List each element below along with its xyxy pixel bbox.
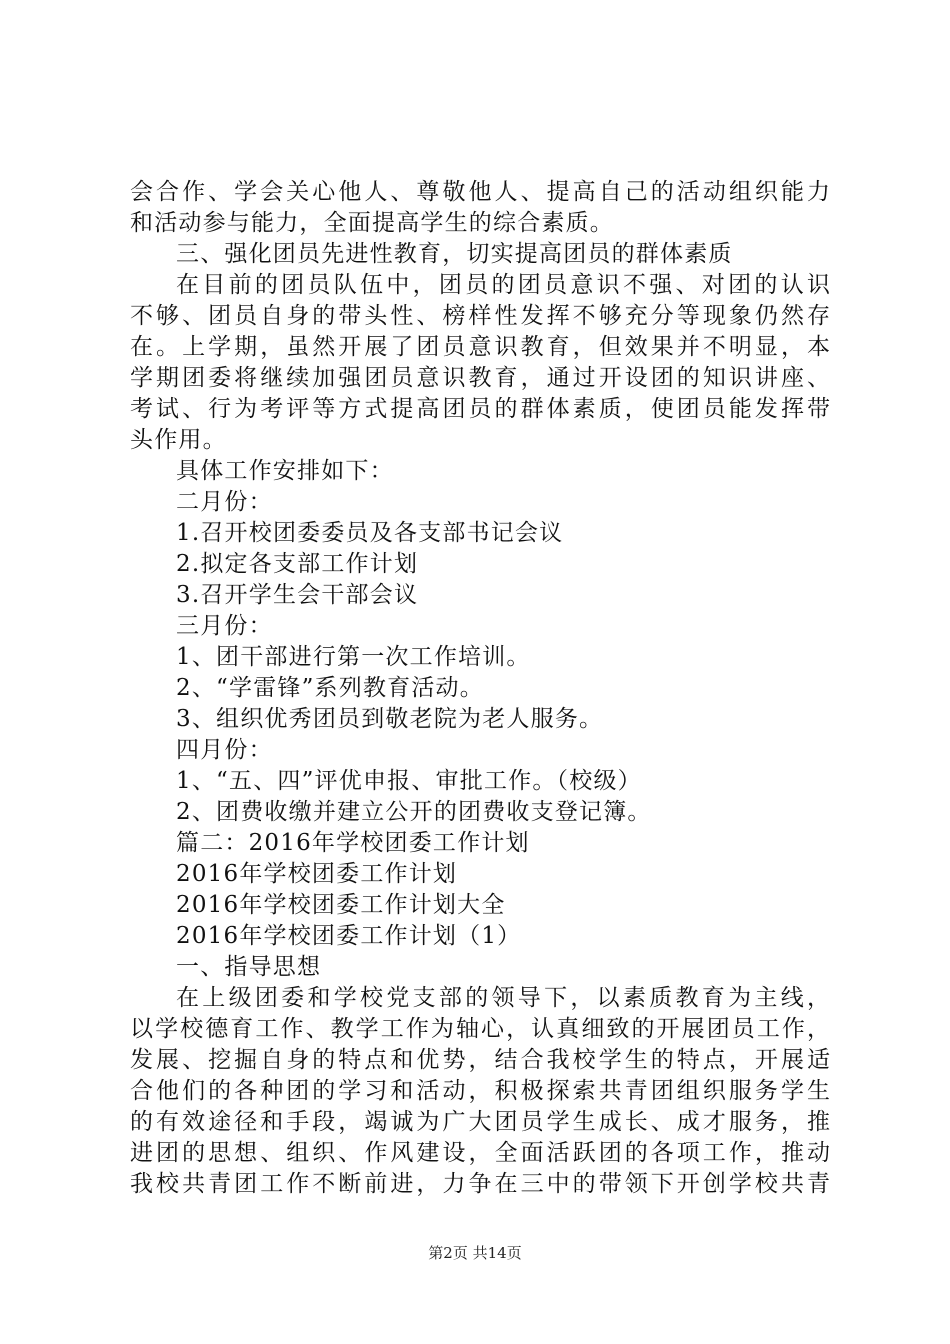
list-item: 1、“五、四”评优申报、审批工作。（校级） [176, 768, 642, 794]
text-line: 学期团委将继续加强团员意识教育，通过开设团的知识讲座、 [130, 365, 830, 391]
chapter-heading: 篇二：2016年学校团委工作计划 [176, 830, 530, 856]
list-item: 1、团干部进行第一次工作培训。 [176, 644, 531, 670]
month-heading: 四月份： [176, 737, 273, 763]
month-heading: 二月份： [176, 489, 273, 515]
text-line: 头作用。 [130, 427, 227, 453]
list-item: 3、组织优秀团员到敬老院为老人服务。 [176, 706, 604, 732]
title-line: 2016年学校团委工作计划（1） [176, 923, 522, 949]
section-heading: 一、指导思想 [176, 954, 322, 980]
text-line: 进团的思想、组织、作风建设，全面活跃团的各项工作，推动 [130, 1140, 830, 1166]
list-item: 1.召开校团委委员及各支部书记会议 [176, 520, 564, 546]
list-item: 2、“学雷锋”系列教育活动。 [176, 675, 484, 701]
list-item: 2.拟定各支部工作计划 [176, 551, 419, 577]
body-text [130, 177, 830, 1200]
text-line: 以学校德育工作、教学工作为轴心，认真细致的开展团员工作， [130, 1016, 830, 1042]
title-line: 2016年学校团委工作计划大全 [176, 892, 506, 918]
text-line: 和活动参与能力，全面提高学生的综合素质。 [130, 210, 614, 236]
month-heading: 三月份： [176, 613, 273, 639]
page-number: 第2页 共14页 [428, 1244, 522, 1262]
text-line: 在。上学期，虽然开展了团员意识教育，但效果并不明显，本 [130, 334, 830, 360]
text-line: 不够、团员自身的带头性、榜样性发挥不够充分等现象仍然存 [130, 303, 830, 329]
text-line: 发展、挖掘自身的特点和优势，结合我校学生的特点，开展适 [130, 1047, 830, 1073]
text-line: 在目前的团员队伍中，团员的团员意识不强、对团的认识 [176, 272, 830, 298]
text-line: 我校共青团工作不断前进，力争在三中的带领下开创学校共青 [130, 1171, 830, 1197]
text-line: 合他们的各种团的学习和活动，积极探索共青团组织服务学生 [130, 1078, 830, 1104]
section-heading: 三、强化团员先进性教育，切实提高团员的群体素质 [176, 241, 733, 267]
list-item: 3.召开学生会干部会议 [176, 582, 419, 608]
text-line: 会合作、学会关心他人、尊敬他人、提高自己的活动组织能力 [130, 179, 830, 205]
title-line: 2016年学校团委工作计划 [176, 861, 458, 887]
text-line: 具体工作安排如下： [176, 458, 394, 484]
page-footer [0, 1242, 950, 1263]
text-line: 在上级团委和学校党支部的领导下，以素质教育为主线， [176, 985, 830, 1011]
list-item: 2、团费收缴并建立公开的团费收支登记簿。 [176, 799, 652, 825]
text-line: 考试、行为考评等方式提高团员的群体素质，使团员能发挥带 [130, 396, 830, 422]
text-line: 的有效途径和手段，竭诚为广大团员学生成长、成才服务，推 [130, 1109, 830, 1135]
